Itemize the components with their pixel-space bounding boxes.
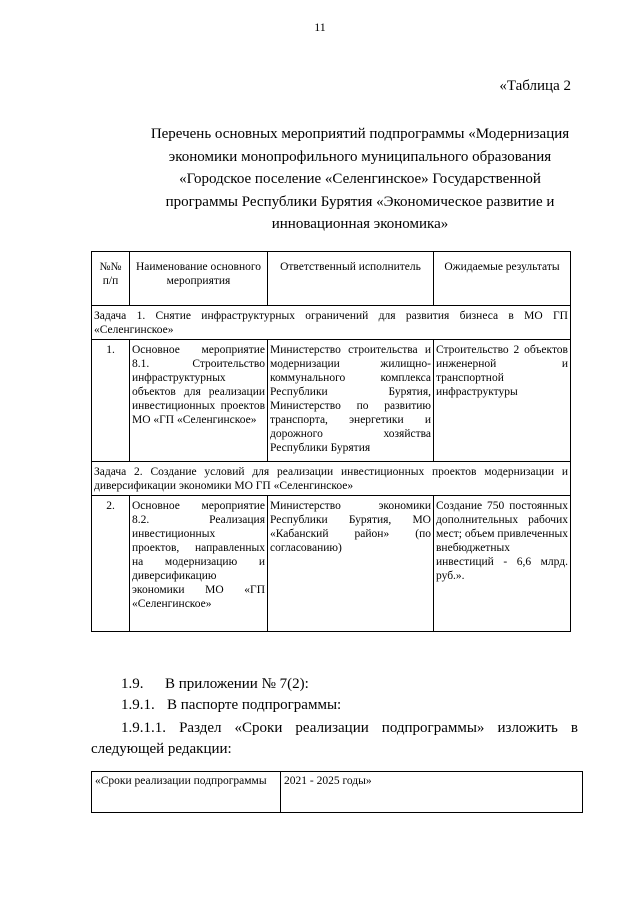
periods-label: «Сроки реализации подпрограммы bbox=[92, 772, 281, 813]
paragraph-text: В приложении № 7(2): bbox=[165, 676, 309, 692]
task-row bbox=[92, 462, 571, 496]
title-line: «Городское поселение «Селенгинское» Государственной bbox=[179, 171, 541, 187]
row-number: 1. bbox=[92, 340, 130, 462]
periods-value: 2021 - 2025 годы» bbox=[281, 772, 583, 813]
paragraph-number: 1.9.1. bbox=[121, 697, 155, 713]
event-cell: Основное мероприятие 8.2. Реализация инвестиционных проектов, направленных на модернизацию и диверсификацию экономики МО «ГП «Селенгинское» bbox=[130, 496, 268, 632]
executor-cell: Министерство экономики Республики Бурятия, МО «Кабанский район» (по согласованию) bbox=[268, 496, 434, 632]
table-row bbox=[92, 496, 571, 632]
event-cell: Основное мероприятие 8.1. Строительство инфраструктурных объектов для реализации инвестиционных проектов МО «ГП «Селенгинское» bbox=[130, 340, 268, 462]
result-cell: Строительство 2 объектов инженерной и транспортной инфраструктуры bbox=[434, 340, 571, 462]
paragraph-text: В паспорте подпрограммы: bbox=[167, 697, 342, 713]
task-1: Задача 1. Снятие инфраструктурных ограничений для развития бизнеса в МО ГП «Селенгинское» bbox=[92, 306, 571, 340]
task-2: Задача 2. Создание условий для реализации инвестиционных проектов модернизации и диверсификации экономики МО ГП «Селенгинское» bbox=[92, 462, 571, 496]
activities-table bbox=[91, 251, 571, 632]
header-number: №№ п/п bbox=[92, 252, 130, 306]
header-event-name: Наименование основного мероприятия bbox=[130, 252, 268, 306]
result-cell: Создание 750 постоянных дополнительных рабочих мест; объем привлеченных внебюджетных инвестиций - 6,6 млрд. руб.». bbox=[434, 496, 571, 632]
executor-cell: Министерство строительства и модернизации жилищно-коммунального комплекса Республики Бурятия, Министерство по развитию транспорта, энергетики и дорожного хозяйства Республики Бурятия bbox=[268, 340, 434, 462]
table-header-row bbox=[92, 252, 571, 306]
table-label: «Таблица 2 bbox=[499, 78, 571, 94]
title-line: экономики монопрофильного муниципального образования bbox=[168, 148, 552, 165]
title-line: инновационная экономика» bbox=[271, 216, 449, 232]
page-number: 11 bbox=[314, 20, 326, 34]
paragraph-number: 1.9. bbox=[121, 676, 144, 692]
table-row bbox=[92, 772, 583, 813]
header-executor: Ответственный исполнитель bbox=[268, 252, 434, 306]
periods-table bbox=[91, 771, 583, 813]
paragraph-1-9-1-1: 1.9.1.1. Раздел «Сроки реализации подпрограммы» изложить в следующей редакции: bbox=[91, 720, 578, 757]
task-row bbox=[92, 306, 571, 340]
paragraph-1-9-1 bbox=[121, 697, 341, 714]
title-line: Перечень основных мероприятий подпрограммы «Модернизация bbox=[150, 126, 570, 142]
table-row bbox=[92, 340, 571, 462]
document-title bbox=[140, 123, 580, 236]
title-line: программы Республики Бурятия «Экономическое развитие и bbox=[165, 193, 555, 210]
row-number: 2. bbox=[92, 496, 130, 632]
header-results: Ожидаемые результаты bbox=[434, 252, 571, 306]
paragraph-1-9 bbox=[121, 676, 309, 693]
